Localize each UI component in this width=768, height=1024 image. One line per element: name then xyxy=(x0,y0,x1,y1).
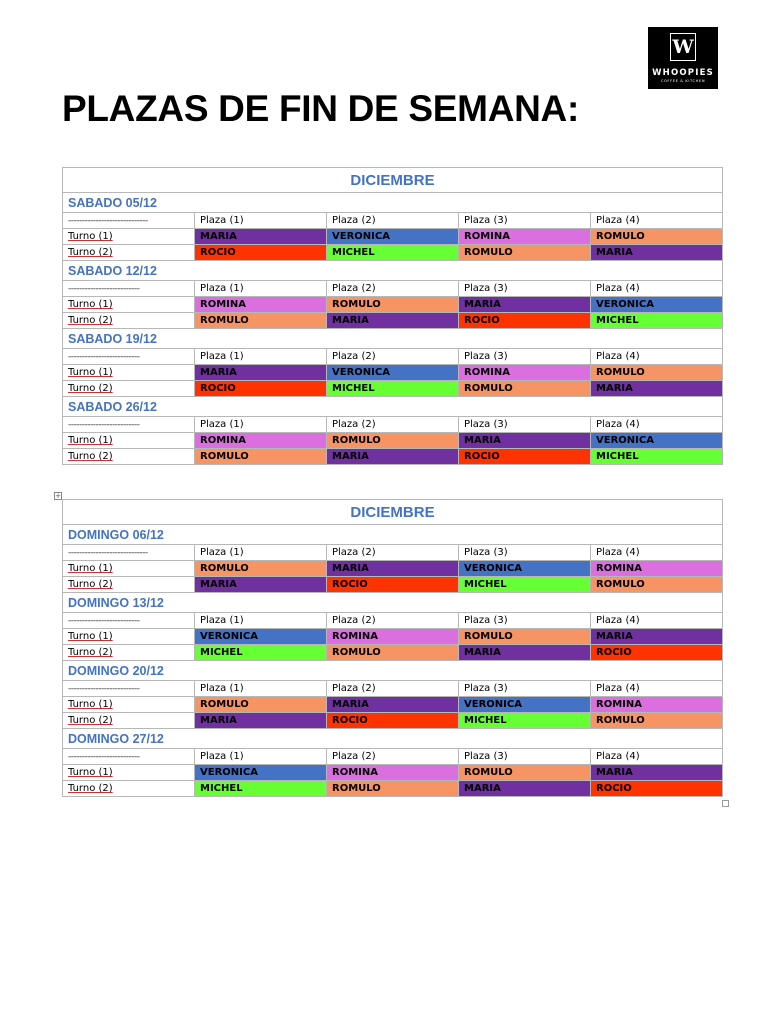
turn-row xyxy=(63,697,723,713)
page-title: PLAZAS DE FIN DE SEMANA: xyxy=(62,88,579,129)
staff-cell[interactable]: ROCIO xyxy=(195,381,327,397)
plaza-header: Plaza (4) xyxy=(591,281,723,297)
plaza-header: Plaza (4) xyxy=(591,417,723,433)
dash-placeholder: -------------------------- xyxy=(63,417,195,433)
turn-label xyxy=(63,577,195,593)
staff-cell[interactable]: ROMINA xyxy=(327,765,459,781)
plaza-header-row xyxy=(63,213,723,229)
turn-label xyxy=(63,449,195,465)
turn-row xyxy=(63,449,723,465)
turn-label xyxy=(63,313,195,329)
plaza-header: Plaza (1) xyxy=(195,681,327,697)
day-title: DOMINGO 13/12 xyxy=(63,593,723,613)
saturday-schedule-table xyxy=(62,167,723,465)
staff-cell[interactable]: MICHEL xyxy=(459,713,591,729)
day-row xyxy=(63,261,723,281)
staff-cell[interactable]: ROMINA xyxy=(459,229,591,245)
day-title: SABADO 05/12 xyxy=(63,193,723,213)
turn-label-text: Turno (1) xyxy=(68,699,113,710)
table-move-handle-icon[interactable]: + xyxy=(55,492,61,500)
turn-label xyxy=(63,229,195,245)
staff-cell[interactable]: MARIA xyxy=(195,713,327,729)
dash-placeholder: -------------------------- xyxy=(63,749,195,765)
plaza-header-row xyxy=(63,417,723,433)
staff-cell[interactable]: ROMINA xyxy=(327,629,459,645)
staff-cell[interactable]: VERONICA xyxy=(459,561,591,577)
dash-placeholder: -------------------------- xyxy=(63,281,195,297)
turn-row xyxy=(63,297,723,313)
plaza-header-row xyxy=(63,545,723,561)
plaza-header: Plaza (2) xyxy=(327,349,459,365)
turn-row xyxy=(63,765,723,781)
staff-cell[interactable]: ROCIO xyxy=(459,449,591,465)
staff-cell[interactable]: ROMULO xyxy=(459,245,591,261)
dash-placeholder: ----------------------------- xyxy=(63,213,195,229)
plaza-header: Plaza (1) xyxy=(195,349,327,365)
staff-cell[interactable]: VERONICA xyxy=(591,433,723,449)
staff-cell[interactable]: ROCIO xyxy=(459,313,591,329)
day-row xyxy=(63,397,723,417)
dash-placeholder: -------------------------- xyxy=(63,613,195,629)
turn-row xyxy=(63,713,723,729)
turn-row xyxy=(63,381,723,397)
staff-cell[interactable]: MARIA xyxy=(591,245,723,261)
staff-cell[interactable]: MARIA xyxy=(459,433,591,449)
staff-cell[interactable]: ROMINA xyxy=(195,433,327,449)
plaza-header: Plaza (1) xyxy=(195,613,327,629)
staff-cell[interactable]: ROMULO xyxy=(591,229,723,245)
staff-cell[interactable]: ROMULO xyxy=(195,697,327,713)
staff-cell[interactable]: MARIA xyxy=(195,229,327,245)
turn-label xyxy=(63,645,195,661)
plaza-header-row xyxy=(63,349,723,365)
staff-cell[interactable]: VERONICA xyxy=(195,629,327,645)
sunday-schedule-table xyxy=(62,499,723,797)
staff-cell[interactable]: ROMULO xyxy=(195,561,327,577)
plaza-header: Plaza (3) xyxy=(459,545,591,561)
day-row xyxy=(63,593,723,613)
turn-label-text: Turno (2) xyxy=(68,451,113,462)
plaza-header: Plaza (4) xyxy=(591,349,723,365)
staff-cell[interactable]: ROMULO xyxy=(459,765,591,781)
turn-label-text: Turno (1) xyxy=(68,563,113,574)
turn-label xyxy=(63,781,195,797)
plaza-header: Plaza (4) xyxy=(591,213,723,229)
turn-row xyxy=(63,629,723,645)
turn-label xyxy=(63,765,195,781)
plaza-header: Plaza (2) xyxy=(327,749,459,765)
staff-cell[interactable]: MARIA xyxy=(459,781,591,797)
day-row xyxy=(63,193,723,213)
staff-cell[interactable]: MARIA xyxy=(591,765,723,781)
staff-cell[interactable]: MICHEL xyxy=(591,313,723,329)
staff-cell[interactable]: MARIA xyxy=(327,313,459,329)
staff-cell[interactable]: ROMINA xyxy=(591,561,723,577)
staff-cell[interactable]: VERONICA xyxy=(459,697,591,713)
staff-cell[interactable]: MARIA xyxy=(327,561,459,577)
turn-label-text: Turno (2) xyxy=(68,783,113,794)
turn-label-text: Turno (2) xyxy=(68,247,113,258)
plaza-header: Plaza (4) xyxy=(591,749,723,765)
plaza-header-row xyxy=(63,749,723,765)
staff-cell[interactable]: ROMULO xyxy=(195,449,327,465)
turn-label-text: Turno (2) xyxy=(68,579,113,590)
turn-label-text: Turno (2) xyxy=(68,383,113,394)
turn-row xyxy=(63,365,723,381)
staff-cell[interactable]: ROMULO xyxy=(591,713,723,729)
plaza-header: Plaza (4) xyxy=(591,545,723,561)
staff-cell[interactable]: ROCIO xyxy=(195,245,327,261)
turn-label-text: Turno (1) xyxy=(68,231,113,242)
turn-label xyxy=(63,381,195,397)
dash-placeholder: -------------------------- xyxy=(63,349,195,365)
plaza-header: Plaza (2) xyxy=(327,417,459,433)
staff-cell[interactable]: MICHEL xyxy=(591,449,723,465)
logo-name: WHOOPIES xyxy=(652,68,714,78)
month-row xyxy=(63,500,723,525)
plaza-header: Plaza (3) xyxy=(459,281,591,297)
staff-cell[interactable]: MARIA xyxy=(195,577,327,593)
staff-cell[interactable]: ROMINA xyxy=(459,365,591,381)
staff-cell[interactable]: MARIA xyxy=(327,697,459,713)
plaza-header-row xyxy=(63,281,723,297)
staff-cell[interactable]: MARIA xyxy=(459,297,591,313)
staff-cell[interactable]: ROCIO xyxy=(327,713,459,729)
staff-cell[interactable]: MICHEL xyxy=(327,381,459,397)
plaza-header: Plaza (2) xyxy=(327,613,459,629)
plaza-header: Plaza (3) xyxy=(459,417,591,433)
plaza-header: Plaza (3) xyxy=(459,681,591,697)
plaza-header: Plaza (1) xyxy=(195,281,327,297)
day-title: SABADO 19/12 xyxy=(63,329,723,349)
staff-cell[interactable]: ROMULO xyxy=(459,629,591,645)
turn-label xyxy=(63,697,195,713)
staff-cell[interactable]: ROMULO xyxy=(591,365,723,381)
turn-row xyxy=(63,229,723,245)
staff-cell[interactable]: ROCIO xyxy=(327,577,459,593)
turn-label-text: Turno (2) xyxy=(68,647,113,658)
staff-cell[interactable]: ROCIO xyxy=(591,781,723,797)
staff-cell[interactable]: ROMULO xyxy=(591,577,723,593)
plaza-header: Plaza (4) xyxy=(591,681,723,697)
dash-placeholder: -------------------------- xyxy=(63,681,195,697)
day-title: SABADO 26/12 xyxy=(63,397,723,417)
dash-placeholder: ----------------------------- xyxy=(63,545,195,561)
staff-cell[interactable]: ROMULO xyxy=(327,433,459,449)
plaza-header: Plaza (3) xyxy=(459,349,591,365)
turn-row xyxy=(63,577,723,593)
table-resize-handle-icon[interactable] xyxy=(722,800,729,807)
staff-cell[interactable]: MARIA xyxy=(327,449,459,465)
staff-cell[interactable]: MARIA xyxy=(195,365,327,381)
turn-row xyxy=(63,433,723,449)
turn-label-text: Turno (1) xyxy=(68,631,113,642)
turn-row xyxy=(63,313,723,329)
month-title: DICIEMBRE xyxy=(63,500,723,525)
whoopies-logo xyxy=(648,27,718,89)
plaza-header: Plaza (2) xyxy=(327,681,459,697)
turn-label xyxy=(63,365,195,381)
logo-letter: W xyxy=(672,35,694,58)
day-title: DOMINGO 20/12 xyxy=(63,661,723,681)
staff-cell[interactable]: ROMULO xyxy=(459,381,591,397)
turn-row xyxy=(63,561,723,577)
plaza-header: Plaza (2) xyxy=(327,545,459,561)
staff-cell[interactable]: ROMINA xyxy=(591,697,723,713)
plaza-header: Plaza (3) xyxy=(459,613,591,629)
day-row xyxy=(63,661,723,681)
turn-row xyxy=(63,781,723,797)
turn-label-text: Turno (2) xyxy=(68,715,113,726)
day-title: SABADO 12/12 xyxy=(63,261,723,281)
plaza-header: Plaza (4) xyxy=(591,613,723,629)
turn-row xyxy=(63,645,723,661)
staff-cell[interactable]: VERONICA xyxy=(327,365,459,381)
turn-label-text: Turno (1) xyxy=(68,367,113,378)
turn-row xyxy=(63,245,723,261)
turn-label xyxy=(63,713,195,729)
plaza-header: Plaza (1) xyxy=(195,417,327,433)
staff-cell[interactable]: MICHEL xyxy=(327,245,459,261)
month-title: DICIEMBRE xyxy=(63,168,723,193)
staff-cell[interactable]: VERONICA xyxy=(327,229,459,245)
plaza-header: Plaza (3) xyxy=(459,213,591,229)
staff-cell[interactable]: VERONICA xyxy=(195,765,327,781)
staff-cell[interactable]: MARIA xyxy=(591,629,723,645)
plaza-header: Plaza (3) xyxy=(459,749,591,765)
staff-cell[interactable]: MICHEL xyxy=(195,645,327,661)
day-title: DOMINGO 06/12 xyxy=(63,525,723,545)
plaza-header: Plaza (1) xyxy=(195,749,327,765)
staff-cell[interactable]: MICHEL xyxy=(459,577,591,593)
plaza-header-row xyxy=(63,681,723,697)
staff-cell[interactable]: ROMULO xyxy=(327,781,459,797)
staff-cell[interactable]: MARIA xyxy=(459,645,591,661)
turn-label xyxy=(63,245,195,261)
turn-label xyxy=(63,297,195,313)
plaza-header-row xyxy=(63,613,723,629)
turn-label-text: Turno (1) xyxy=(68,767,113,778)
plaza-header: Plaza (2) xyxy=(327,213,459,229)
turn-label-text: Turno (1) xyxy=(68,299,113,310)
day-row xyxy=(63,525,723,545)
month-row xyxy=(63,168,723,193)
plaza-header: Plaza (1) xyxy=(195,545,327,561)
turn-label-text: Turno (1) xyxy=(68,435,113,446)
staff-cell[interactable]: MICHEL xyxy=(195,781,327,797)
staff-cell[interactable]: VERONICA xyxy=(591,297,723,313)
day-row xyxy=(63,729,723,749)
turn-label-text: Turno (2) xyxy=(68,315,113,326)
staff-cell[interactable]: ROMULO xyxy=(327,645,459,661)
day-title: DOMINGO 27/12 xyxy=(63,729,723,749)
staff-cell[interactable]: ROMULO xyxy=(195,313,327,329)
staff-cell[interactable]: ROMULO xyxy=(327,297,459,313)
turn-label xyxy=(63,561,195,577)
staff-cell[interactable]: MARIA xyxy=(591,381,723,397)
logo-tagline: COFFEE & KITCHEN xyxy=(660,79,706,83)
turn-label xyxy=(63,629,195,645)
plaza-header: Plaza (2) xyxy=(327,281,459,297)
logo-mark-icon xyxy=(670,33,696,61)
staff-cell[interactable]: ROCIO xyxy=(591,645,723,661)
day-row xyxy=(63,329,723,349)
plaza-header: Plaza (1) xyxy=(195,213,327,229)
staff-cell[interactable]: ROMINA xyxy=(195,297,327,313)
turn-label xyxy=(63,433,195,449)
